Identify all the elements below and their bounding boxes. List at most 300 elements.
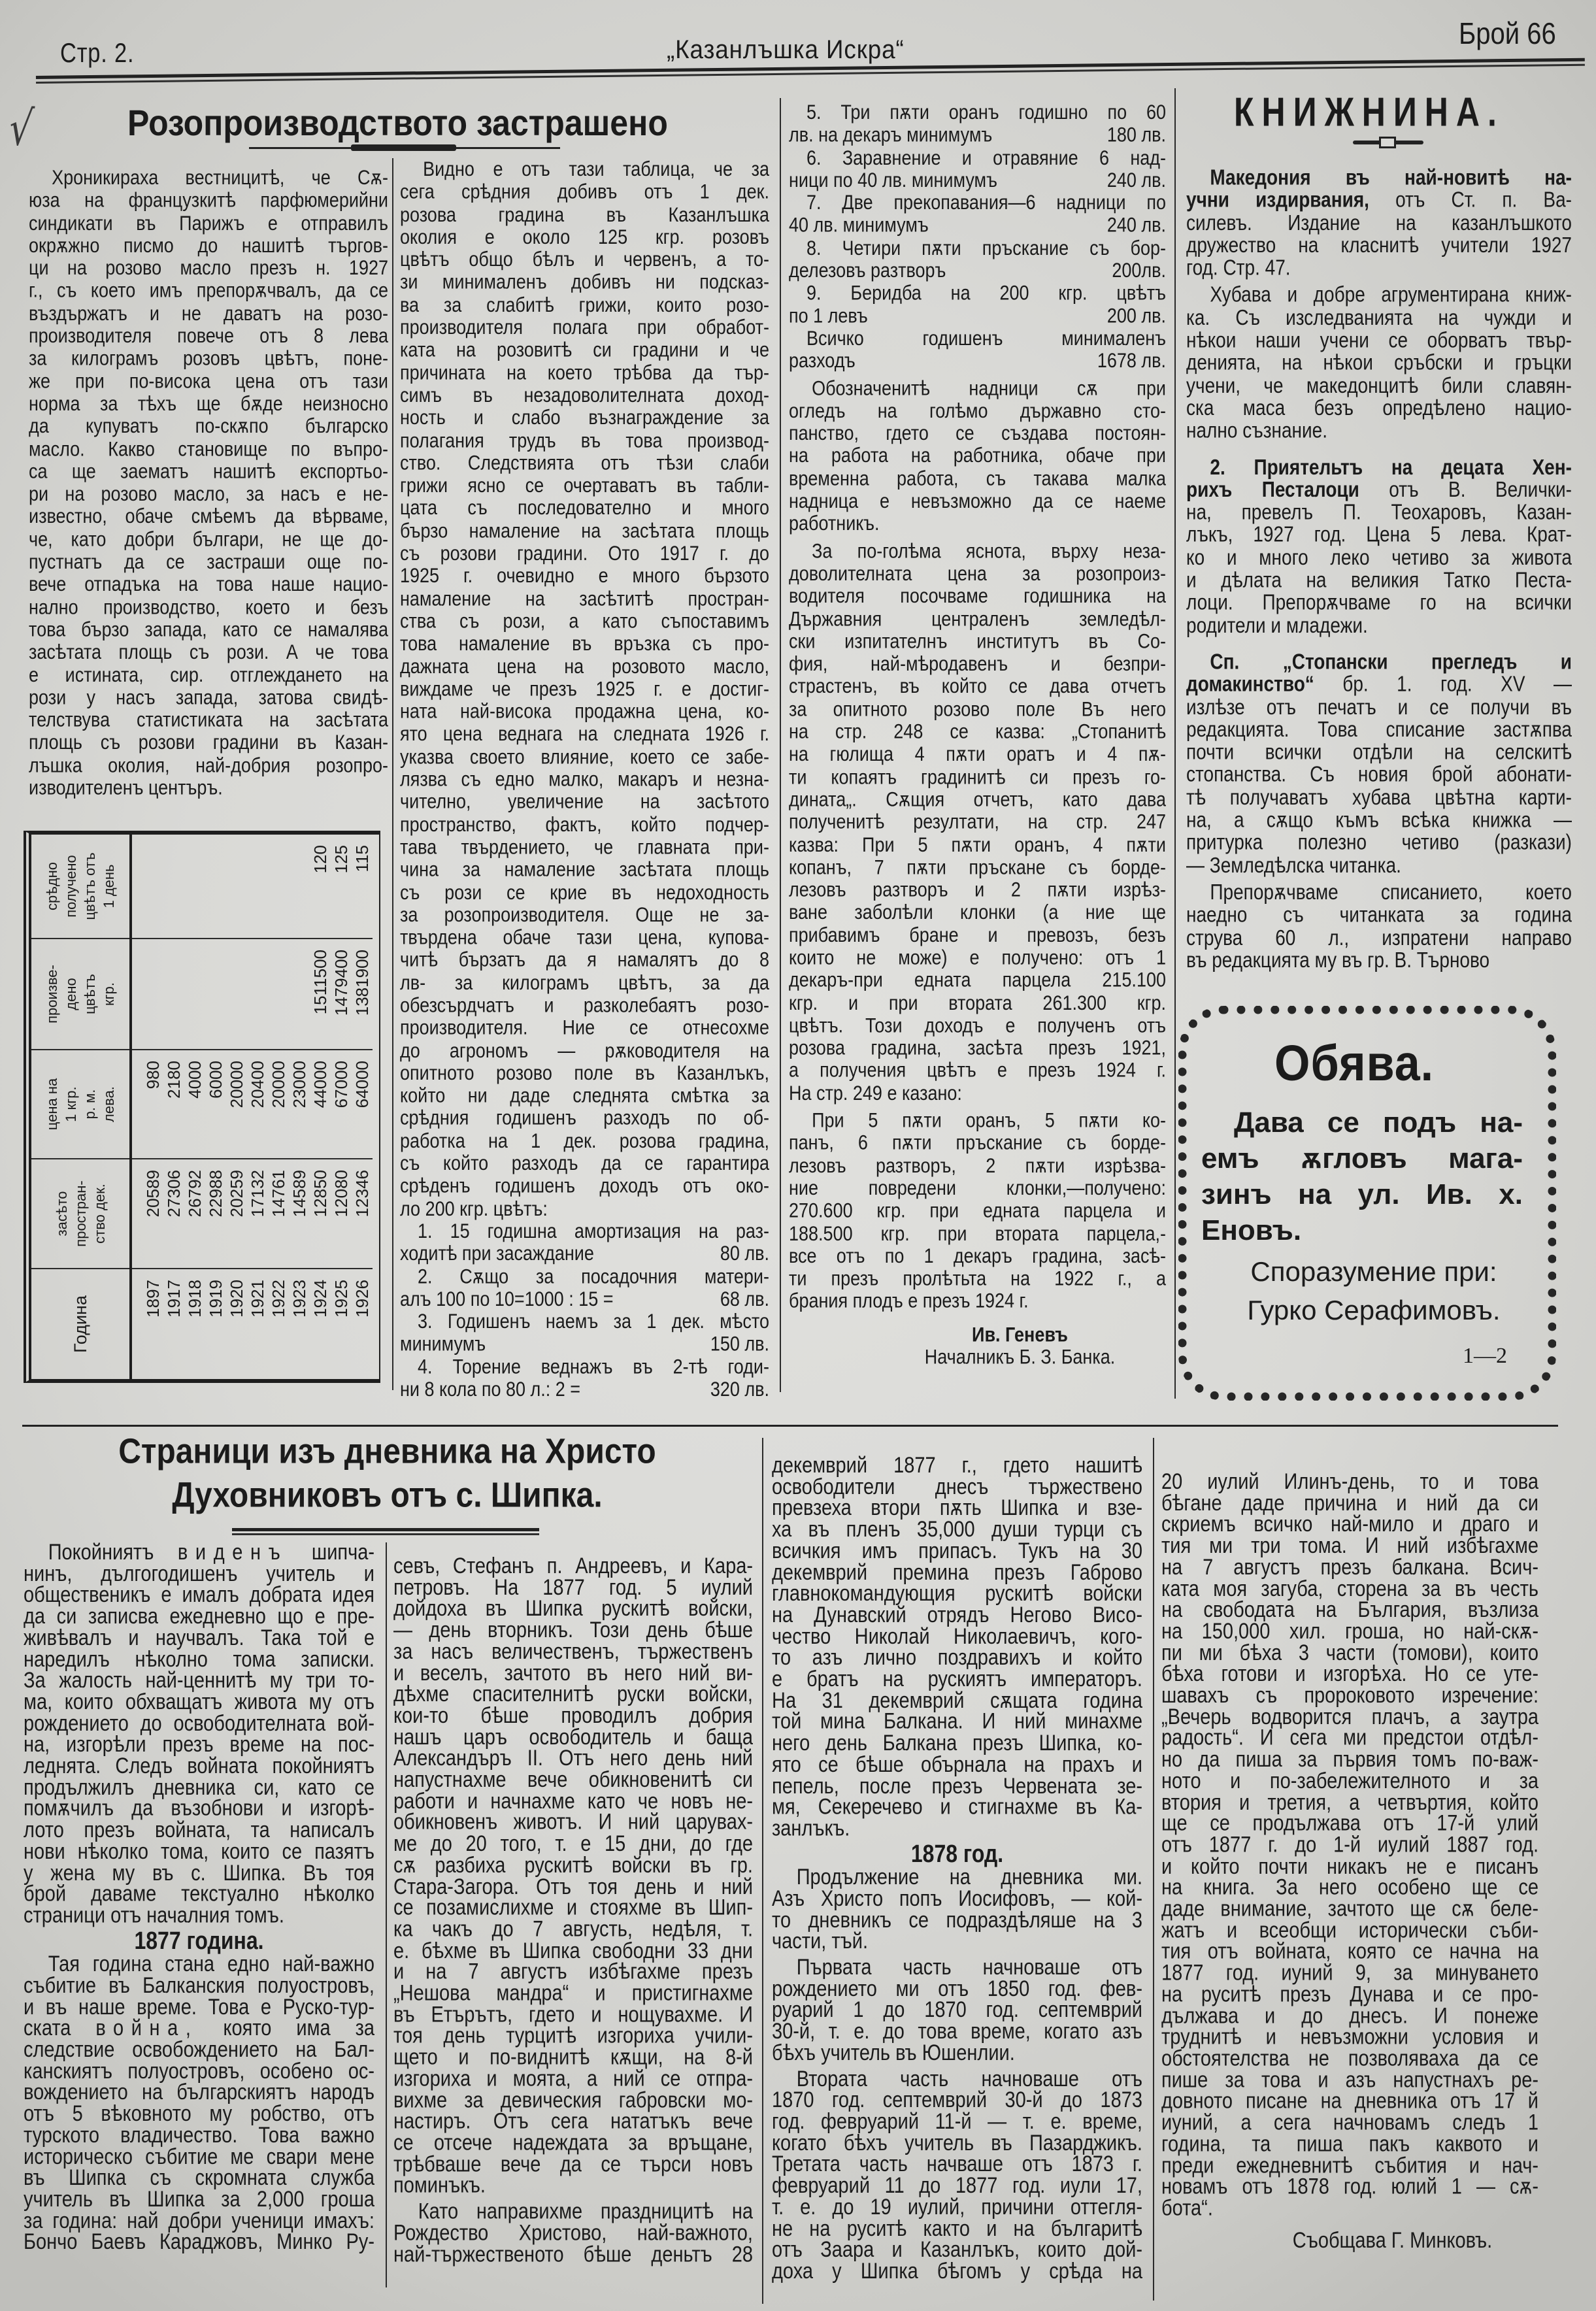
page-number: Стр. 2. [60,37,135,68]
text-line: ято цена веднага на следната 1926 г. [400,722,769,746]
table-cell [132,1158,142,1268]
margin-check-mark: √ [6,101,36,157]
text-line: ко и много леко четиво за живота [1186,545,1572,569]
text-line: въздържатъ и не даватъ на розо- [29,301,388,325]
expense-item [789,101,1166,146]
text-line: родители и младежи. [1186,612,1368,637]
text-line [789,124,1166,147]
table-cell [226,835,247,938]
text-line: февруарий 11 до 1877 год. иули 17, [772,2173,1142,2199]
table-cell: 14589 [289,1158,310,1268]
expense-item [400,1355,769,1401]
table-cell: 20589 [142,1158,163,1268]
text-line: работка на 1 дек. розова градина, [400,1129,769,1152]
item-description: разходъ [789,349,856,373]
text-line: кгр. и при втората 261.300 кгр. [789,991,1166,1014]
text-line: бота“. [1161,2195,1213,2221]
header-text-line: 1 кгр. [63,1086,79,1122]
text-line: не на руситѣ както и на българитѣ [772,2216,1142,2241]
text-line: пише за това и азъ напустнахъ ре- [1161,2067,1538,2093]
text-line: надница е невъзможно да се наеме [789,489,1166,512]
table-cell [132,938,142,1049]
text-line [789,305,1166,327]
text-line: на стр. 248 се казва: „Стопанитѣ [789,720,1166,743]
expense-item [789,237,1166,282]
text-line: 1877 година. [134,1926,264,1954]
table-cell [268,835,289,938]
table-cell: 1922 [268,1268,289,1379]
table-cell: 22988 [205,1158,226,1268]
text-line: При 5 пѫти оранъ, 5 пѫти ко- [812,1108,1166,1132]
table-cell: 67000 [331,1049,352,1158]
expense-item [789,191,1166,237]
header-text-line: кгр. [101,982,117,1006]
text-line: симъ въ незадоволителната доход- [400,383,769,407]
text-line: леднята. Следъ войната покойниятъ [24,1754,374,1779]
text-line: но да пиша за първия томъ по-важ- [1161,1747,1538,1772]
text-line: за година: най добри ученици имахъ: [24,2208,374,2233]
text-line: брания плодъ е презъ 1924 г. [789,1289,1029,1313]
text-line: на работа на работника, обаче при [789,444,1166,467]
text-line: нално съзнание. [1186,418,1328,442]
text-run: отъ Ст. п. Ва- [1369,188,1572,212]
text-line: ние повредени клонки,—получено: [789,1176,1166,1200]
header-text-line: засѣто [53,1191,70,1237]
table-cell: 1897 [142,1268,163,1379]
text-line: 2. Сѫщо за посадочния матери- [418,1264,769,1288]
text-line: прибавимъ бране и превозъ, безъ [789,923,1166,946]
signature [900,1323,1140,1369]
text-line: стопанства. Съ новия брой абонати- [1186,762,1572,787]
text-line: пи ми бѣха 3 части (томови), които [1161,1640,1538,1665]
text-line: дѣхме спасителнитѣ руски войски, [393,1682,753,1707]
table-cell [205,938,226,1049]
text-line: страници отъ началния томъ. [24,1903,284,1928]
section-heading: КНИЖНИНА. [1234,89,1505,135]
expense-item [789,146,1166,191]
text-line: дойдоха въ Шипка рускитѣ войски, [393,1596,753,1621]
bold-text: Македония въ най-новитѣ на- [1210,165,1572,190]
ad-body [1201,1105,1523,1248]
table-cell: 1918 [184,1268,205,1379]
text-line: за розопроизводителя. Още не за- [400,903,769,927]
text-line: 1925 г. очевидно е много бързото [400,564,769,588]
text-line: скриемъ всичко най-мило и драго и [1161,1512,1538,1537]
text-line: лото презъ войната, та написалъ [24,1818,374,1843]
text-line [789,169,1166,192]
text-line: ва за слабитѣ грижи, които розо- [400,293,769,316]
text-line: временна работа, съ такава малка [789,467,1166,490]
column-divider [392,158,393,1390]
text-line: ято се бѣше обърнала на прахъ и [772,1752,1142,1777]
text-line: занлъкъ. [772,1816,850,1841]
text-line: изгориха и моята, а ний се отпра- [393,2067,753,2091]
text-line: копанъ, 7 пѫти пръскане съ борде- [789,855,1166,879]
text-line: намаление на засѣтитѣ простран- [400,586,769,610]
text-line: се отсече надеждата за връщане, [393,2131,753,2155]
table-row [226,835,247,1379]
text-line: труднитѣ и невъзможни условия и [1161,2025,1538,2050]
text-line [1186,166,1572,189]
text-line: тоя день турцитѣ изгориха учили- [393,2023,753,2049]
text-line: т. е. до 19 иулий, причини оттегля- [772,2195,1142,2220]
article-column-2 [400,158,769,1401]
paragraph-continued [772,1455,1142,1840]
article-column-1 [24,1542,374,2253]
text-line: опитното розово поле въ Казанлъкъ, [400,1061,769,1085]
text-line: площь съ розови градини въ Казан- [29,731,388,754]
paragraph [1186,284,1572,442]
text-line: бързо намаление на засѣтата площь [400,518,769,542]
text-line: лоци. Препорѫчваме го на всички [1186,590,1572,614]
text-line: на, изгорѣли презъ време на пос- [24,1732,374,1757]
text-line: ката на розовитѣ си градини и че [400,338,769,361]
text-line [789,259,1166,282]
item-amount: 80 лв. [720,1242,769,1265]
text-line: е истината, сир. отглеждането на [29,663,388,686]
text-line: дължава и до днесъ. И понеже [1161,2003,1538,2029]
text-line: казва: При 5 пѫти оранъ, 4 пѫти [789,833,1166,856]
text-line: за насъ величественъ, тържественъ [393,1639,753,1664]
text-line: 6. Заравнение и отравяние 6 над- [806,145,1166,169]
text-line: до агрономъ — рѫководителя на [400,1039,769,1062]
table-cell: 14761 [268,1158,289,1268]
text-line: съ розови градини. Ото 1917 г. до [400,541,769,565]
table-cell: 1925 [331,1268,352,1379]
text-line: год. Стр. 47. [1186,256,1291,280]
paragraph [29,167,388,799]
text-line: Бончо Баевъ Караджовъ, Минко Ру- [24,2229,374,2255]
text-line: за килограмъ розовъ цвѣтъ, поне- [29,346,388,370]
ad-contact [1217,1252,1531,1329]
text-line: на свободата на България, възлиза [1161,1597,1538,1623]
text-line: настиръ. Отъ сега нататъкъ вече [393,2109,753,2135]
table-cell: 1917 [163,1268,184,1379]
text-line: г., съ което имъ препорѫчвалъ, да се [29,278,388,303]
text-line: денията, на нѣкои сръбски и гръцки [1186,350,1572,375]
section-heading [772,1840,1142,1867]
table-cell [205,835,226,938]
table-cell: 1920 [226,1268,247,1379]
text-line: нашъ царъ освободитель и баща [393,1724,753,1750]
text-line: ка чакъ до 7 августь, недѣля, т. [393,1917,753,1942]
text-line: чина за намаление засѣтата площь [400,857,769,881]
text-line: мя, Секеречево и стигнахме въ Ка- [772,1795,1142,1820]
text-line: лезовъ разтворъ и 2 пѫти изрѣз- [789,878,1166,901]
text-line: то дневникъ се подраздѣляше на 3 [772,1908,1142,1933]
bold-text: домакинство“ [1186,672,1314,696]
item-amount: 320 лв. [710,1377,769,1401]
ad-run-number: 1—2 [1463,1344,1507,1368]
text-line: розова градина въ Казанлъшка [400,202,769,226]
text-line: щето и по-виднитѣ кѫщи, на 8-й [393,2045,753,2070]
text-line: изводителенъ центъръ. [29,776,223,799]
text-line: и дѣлата на великия Татко Песта- [1186,567,1572,592]
text-line: Александъръ II. Отъ него день ний [393,1746,753,1771]
text-line: 188.500 кгр. при втората парцела,- [789,1222,1166,1245]
title-line: Страници изъ дневника на Христо [118,1432,656,1471]
text-line: „Нешова мандра“ и пристигнахме [393,1981,753,2006]
table-cell: 26792 [184,1158,205,1268]
text-line: на 7 августъ презъ балкана. Всич- [1161,1555,1538,1580]
ad-contact-name: Гурко Серафимовъ. [1247,1295,1501,1325]
text-line: 4. Торение веднажъ въ 2-тѣ годи- [418,1355,769,1378]
table-header-row [31,835,132,1379]
item-amount: 1678 лв. [1097,349,1166,373]
table-header-cell [31,1049,129,1158]
table-row [247,835,268,1379]
ad-contact-label: Споразумение при: [1250,1256,1497,1287]
text-line: събитие въ Балканския полуостровъ, [24,1973,374,1999]
text-line: и който почти никакъ не е писанъ [1161,1854,1538,1879]
table-cell [247,835,268,938]
column-divider [1153,1438,1154,2301]
text-line: ри на розово масло, за насъ е не- [29,482,388,506]
text-line: полагания трудъ въ това производ- [400,428,769,452]
text-line: иуний, а сега начновамъ следъ 1 [1161,2110,1538,2135]
text-line: се позамислихме и стояхме въ Шип- [393,1895,753,1921]
header-text-line: Година [70,1295,90,1354]
text-line: тия ми три тома. И ний избѣгахме [1161,1533,1538,1559]
text-line [1186,189,1572,212]
paragraph [789,1109,1166,1312]
text-line: на книга. За него особено ще се [1161,1875,1538,1901]
text-line: канскиятъ полуостровъ, особено ос- [24,2059,374,2084]
text-line: пепель, после презъ Червената зе- [772,1773,1142,1799]
text-line: грижи ясно се очертаватъ въ табли- [400,473,769,497]
item-amount: 68 лв. [720,1287,769,1310]
ad-text-line: емъ ѫгловъ мага- [1201,1142,1523,1174]
text-line [1186,456,1572,478]
text-line: ме до 20 того, т. е 15 дни, до где [393,1831,753,1857]
text-line: да си записва ежедневно що е пре- [24,1604,374,1629]
text-line: на 150,000 хил. гроша, но най-скѫ- [1161,1619,1538,1644]
text-line: ти презъ пролѣтьта на 1922 г., а [789,1267,1166,1290]
section-ornament [1353,136,1423,149]
text-line: наредилъ нѣколно тома записки. [24,1646,374,1672]
title-line: Духовниковъ отъ с. Шипка. [172,1476,603,1515]
text-line: декаръ-при едната парцела 215.100 [789,968,1166,992]
table-header-cell [31,835,129,938]
text-run: ската [24,2016,96,2041]
text-line: въ редакцията му въ гр. В. Търново [1186,948,1490,972]
header-text-line: дено [63,978,79,1010]
table-cell [289,835,310,938]
text-line: радость“. И сега ми предстои отдѣл- [1161,1725,1538,1751]
column-divider [1174,88,1176,1399]
text-line: читѣ бързатъ да я намалятъ до 8 [400,948,769,972]
text-line: год. февруарий 11-й — т. е. време, [772,2109,1142,2135]
text-line: историческо събитие ме свари мене [24,2144,374,2169]
text-line: цвѣтъ. Този доходъ е полученъ отъ [789,1013,1166,1037]
paragraph [400,158,769,1220]
table-row [184,835,205,1379]
text-line: срѣденъ годишенъ доходъ отъ око- [400,1174,769,1197]
text-line: най-тържественото бѣше деньтъ 28 [393,2242,753,2267]
item-description: делезовъ разтворъ [789,258,946,282]
text-line: За по-голѣма яснота, върху неза- [812,539,1166,563]
text-line: 9. Беридба на 200 кгр. цвѣтъ [806,281,1166,305]
table-cell: 44000 [310,1049,331,1158]
header-text-line: произве- [44,965,60,1023]
text-line: Стара-Загора. Отъ тоя день и ний [393,1874,753,1899]
text-line: Препорѫчваме списанието, което [1210,880,1572,905]
text-line: кои-то бѣше проводилъ добрия [393,1703,753,1729]
table-row [289,835,310,1379]
text-line: — Земледѣлска читанка. [1186,852,1401,877]
text-line: а получения цвѣтъ е презъ 1924 г. [789,1058,1166,1082]
text-line: бѣгане даде причина и ний да си [1161,1491,1538,1516]
table-cell [132,835,142,938]
expense-item [400,1310,769,1355]
table-cell: 1926 [352,1268,373,1379]
text-line: когато бѣхъ учитель въ Пазарджикъ. [772,2131,1142,2156]
table-row [352,835,373,1379]
text-line: Азъ Христо попъ Иосифовъ, — кой- [772,1886,1142,1912]
paragraph-continued [393,1556,753,2197]
header-text-line: цвѣтъ отъ [82,852,98,920]
text-line: струва 60 л., изпратени направо [1186,925,1572,950]
table-row [331,835,352,1379]
text-line: пространство, фактъ, който подчер- [400,812,769,836]
bold-text: Ив. Геневъ [972,1322,1068,1346]
text-line [1186,650,1572,673]
text-line: редакцията. Това списание застѫпва [1186,717,1572,742]
text-line: превзеха втори пѫть Шипка и взе- [772,1495,1142,1521]
text-line: петровъ. На 1877 год. 5 иулий [393,1575,753,1600]
header-text-line: простран- [72,1180,89,1247]
text-line: че, като добри българи, не ще до- [29,527,388,551]
text-line: ность и слабо възнаграждение за [400,406,769,429]
text-line: севъ, Стефанъ п. Андреевъ, и Кара- [393,1554,753,1579]
paragraph [24,1954,374,2253]
text-line: фия, най-мѣродавенъ и безпри- [789,652,1166,676]
text-line [900,1323,1140,1346]
header-text-line: срѣдно [44,862,60,910]
text-line: брой даваме текстуално нѣколко [24,1882,374,1907]
text-line: же при по-висока цена отъ тази [29,369,388,393]
text-line: На 31 декемврий сѫщата година [772,1688,1142,1713]
text-line: все отъ по 1 декаръ градина, засѣ- [789,1244,1166,1267]
text-run: шипча- [288,1540,374,1565]
text-line: руарий 1 до 1870 год. септемврий [772,1998,1142,2023]
text-run: Покойниятъ [48,1540,178,1565]
table-cell: 64000 [352,1049,373,1158]
rose-statistics-table [24,831,380,1383]
header-text-line: цена на [44,1078,60,1131]
text-line: ка. Съ изследванията на чужди и [1186,305,1572,329]
expense-item [789,327,1166,373]
text-line: втория и третия, а четвъртия, който [1161,1789,1538,1815]
text-line: ти копаятъ градинитѣ си презъ го- [789,765,1166,788]
text-line: живѣвалъ и научвалъ. Така той е [24,1625,374,1650]
text-line: Тая година стана едно най-важно [48,1952,374,1977]
text-line: На стр. 249 е казано: [789,1081,962,1105]
item-description: ници по 40 лв. минимумъ [789,168,997,191]
text-line: бѣхъ учитель въ Юшенлии. [772,2040,1015,2066]
text-line: на Дунавский отрядъ Негово Висо- [772,1603,1142,1628]
item-description: минимумъ [400,1332,486,1355]
text-line: норма за тѣхъ ще бѫде неизносно [29,391,388,415]
text-line: работникъ. [789,512,880,535]
text-line: тава твърдението, че главната при- [400,835,769,859]
expense-item [400,1220,769,1265]
text-line: даде внимание, зачтото ще сѫ беле- [1161,1897,1538,1922]
text-line: наедно съ читанката за година [1186,903,1572,927]
text-line: цвѣтъ общо бѣлъ и червенъ, а то- [400,248,769,271]
text-line: сѫ разбиха рускитѣ войски въ гр. [393,1853,753,1878]
text-line: 8. Четири пѫти пръскание съ бор- [806,236,1166,259]
text-line: освободители днесъ тържествено [772,1474,1142,1499]
text-line: телствува статистиката на засѣтата [29,708,388,731]
signature [1272,2228,1512,2253]
text-line: огледъ на голѣмо държавно сто- [789,399,1166,422]
text-line: За жалость най-ценнитѣ му три то- [24,1668,374,1693]
text-line: доволителната цена за розопроиз- [789,561,1166,585]
article-column-2 [393,1556,753,2266]
text-line: притурка полезно четиво (разкази) [1186,830,1572,854]
text-line: обикновенъ животъ. И ний царувах- [393,1810,753,1835]
table-body [24,831,380,1383]
text-line: Втората часть начноваше отъ [796,2067,1142,2092]
text-line: жатъ и всеобщи исторически съби- [1161,1918,1538,1943]
text-line: въ Етърътъ, гдето и нощувахме. И [393,2002,753,2027]
text-line: той мина Балкана. И ний минахме [772,1709,1142,1735]
item-description: алъ 100 по 10=1000 : 15 = [400,1287,614,1310]
text-run: отъ В. Велички- [1359,477,1572,502]
header-text-line: получено [63,855,79,918]
text-line: общественикъ е ималъ добрата идея [24,1582,374,1608]
article-column-1 [29,167,388,799]
table-cell: 115 [352,845,372,873]
text-line: вихме за девическия габровски мо- [393,2087,753,2113]
text-line: дината„. Сѫщия отчетъ, като дава [789,788,1166,811]
table-cell: 120 [310,845,330,874]
text-line: ло 200 кгр. цвѣтъ: [400,1197,548,1220]
bold-text: 2. Приятельтъ на децата Хен- [1210,454,1572,479]
table-cell: 12346 [352,1158,373,1268]
text-line: отъ 1877 г. до 1-й иулий 1887 год. [1161,1833,1538,1857]
bold-text: рихъ Песталоци [1186,477,1359,502]
text-line: това бързо запада, като се намалява [29,618,388,641]
text-line: силевъ. Издание на казанлъшкото [1186,210,1572,235]
text-line: отъ 5 вѣковното му робство, отъ [24,2101,374,2127]
text-line: шавахъ съ пророковото изречение: [1161,1683,1538,1708]
text-line: 7. Две прекопавания—6 надници по [806,191,1166,214]
paragraph-continued [1161,1469,1538,2221]
header-text-line: р. м. [82,1089,98,1120]
text-line: продължилъ дневника си, като се [24,1775,374,1800]
text-line: почти всички отдѣли на селскитѣ [1186,740,1572,764]
text-line: отъ Заара и Казанлъкъ, които дой- [772,2237,1142,2263]
text-line: пустнатъ да се застраши още по- [29,550,388,573]
text-line: лезовъ разтворъ, 2 пѫти изрѣзва- [789,1154,1166,1177]
text-line: година, та пиша пакъ каквото и [1161,2131,1538,2157]
text-line: на, превелъ П. Теохаровъ, Казан- [1186,500,1572,524]
table-cell: 17132 [247,1158,268,1268]
text-line: ства съ рози, а като съпоставимъ [400,609,769,633]
text-line: въ Шипка съ скромната служба [24,2165,374,2191]
text-line: Съобщава Г. Минковъ. [1292,2228,1493,2253]
text-line: главнокомандующия рускитѣ войски [772,1581,1142,1606]
table-cell: 1924 [310,1268,331,1379]
text-line: да купуватъ по-скѫпо българско [29,414,388,438]
text-line: тия отъ войната, която се начна на [1161,1939,1538,1965]
ad-text-line: Дава се подъ на- [1234,1106,1523,1139]
text-line: — день вторникъ. Този день бѣше [393,1618,753,1643]
item-description: 40 лв. минимумъ [789,213,929,237]
text-line [24,1542,374,1564]
